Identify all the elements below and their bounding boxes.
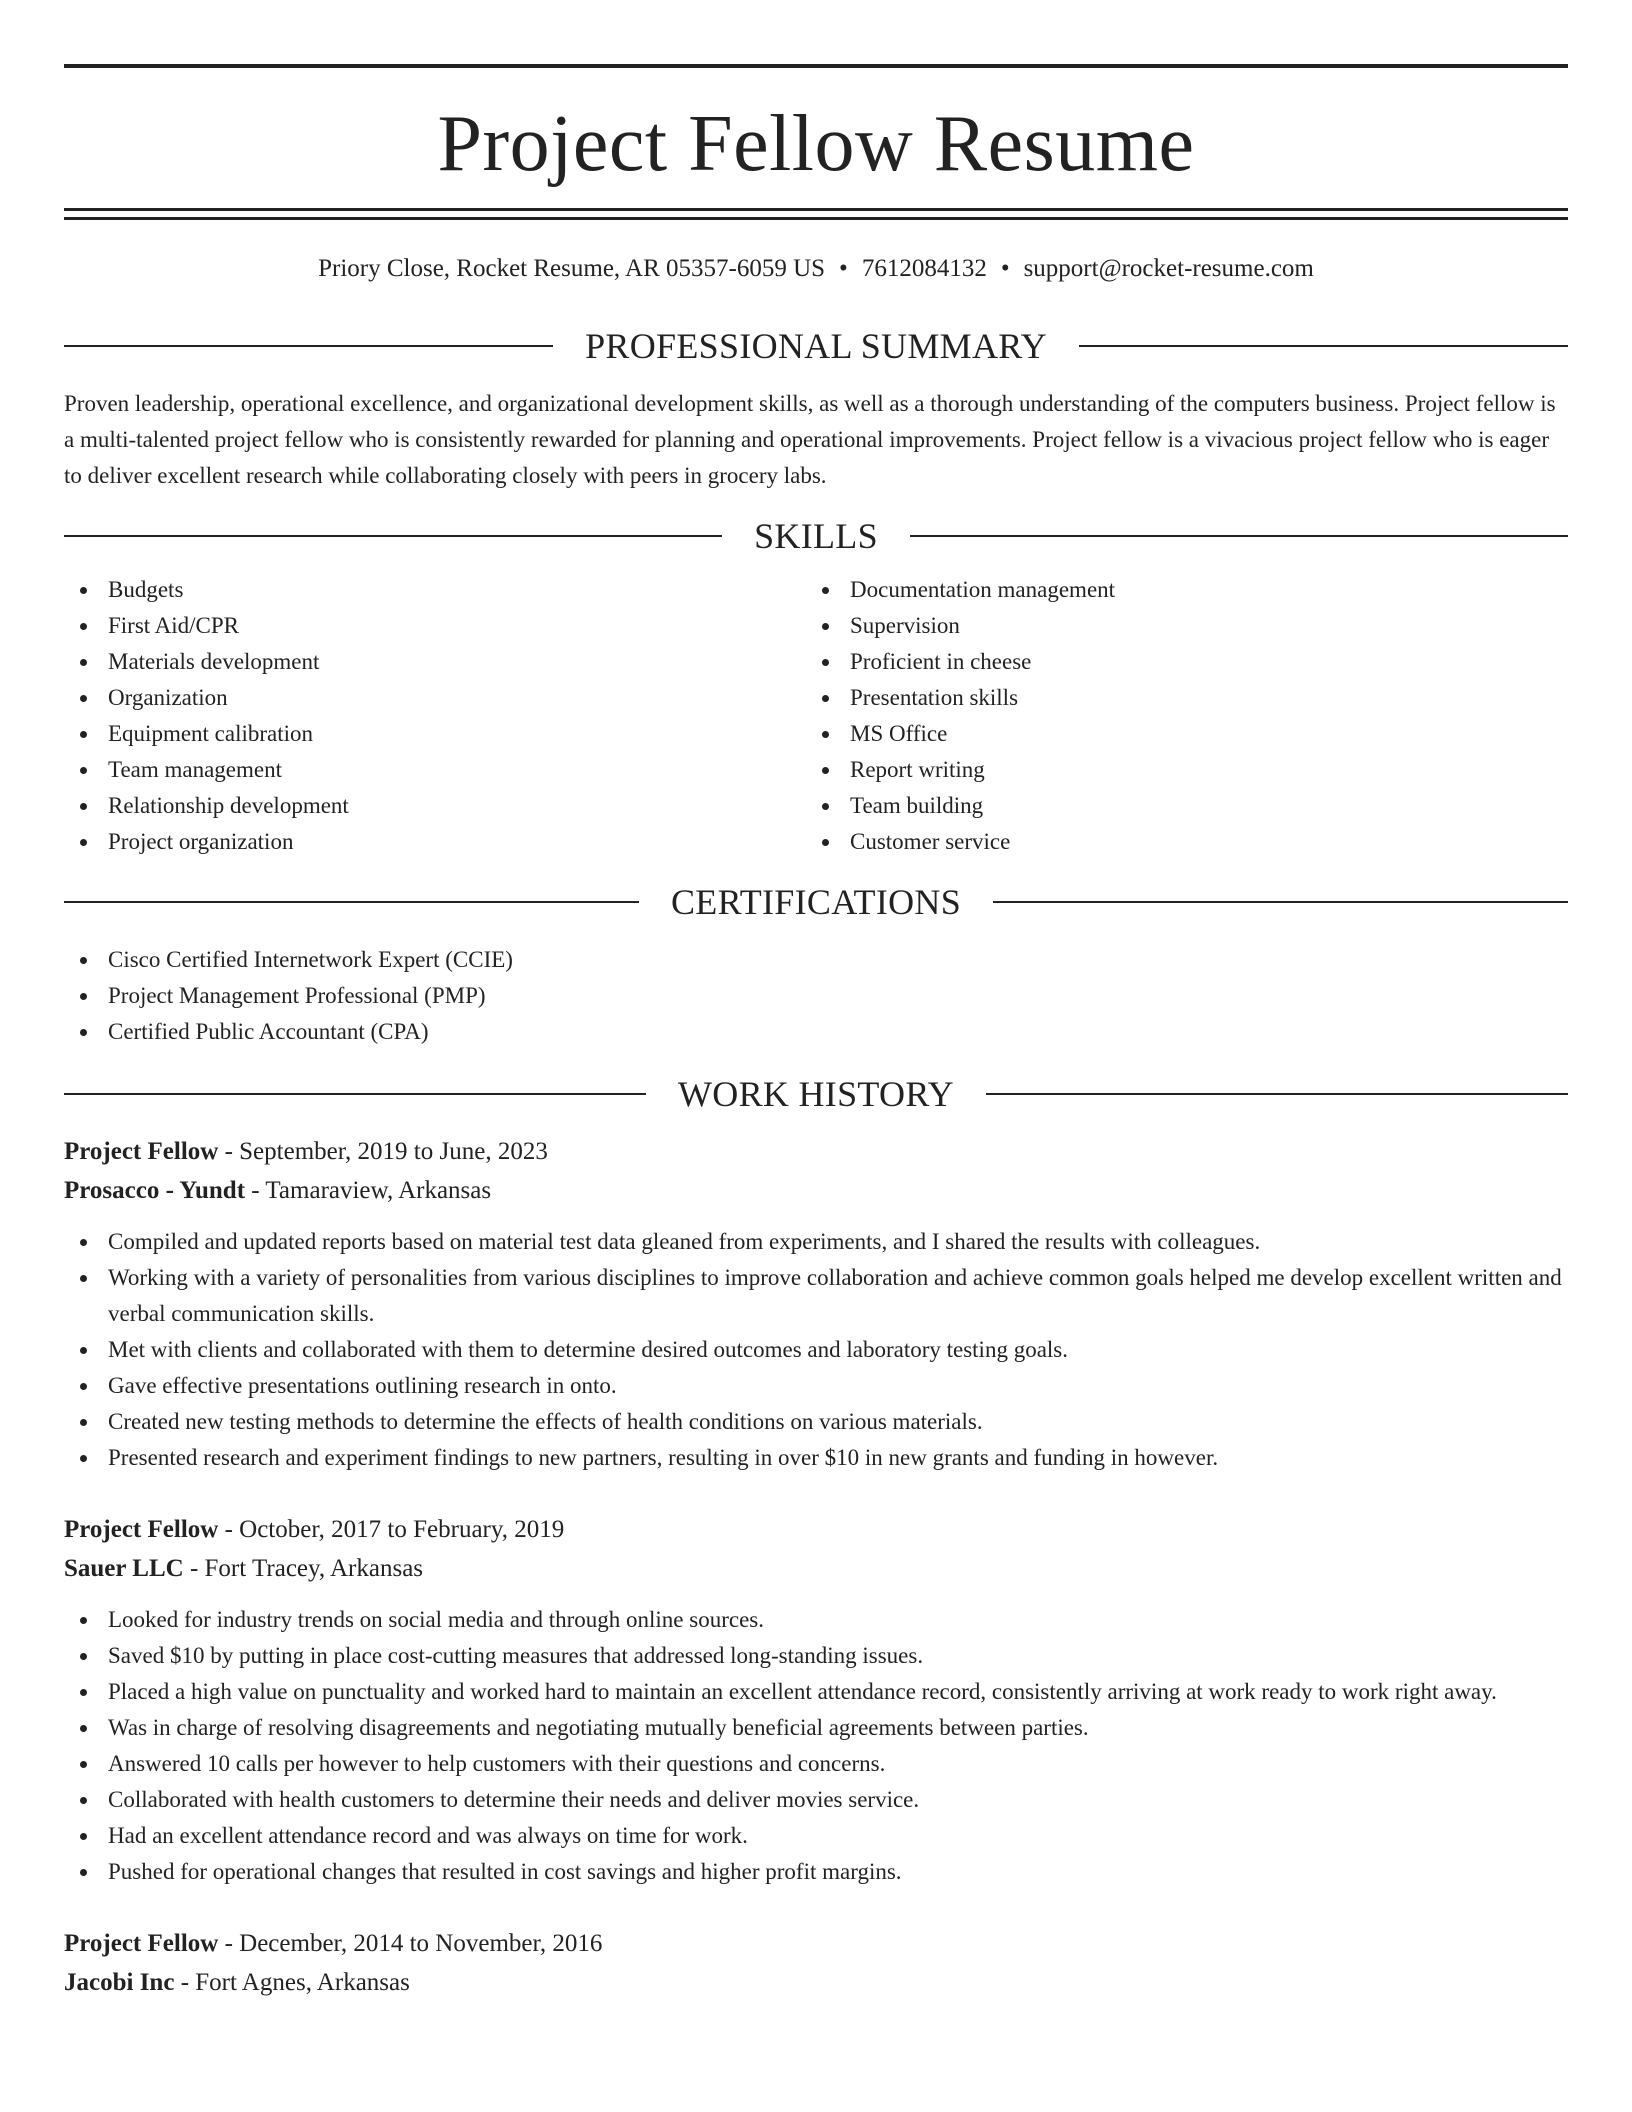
work-history-heading: WORK HISTORY [678, 1074, 954, 1114]
job-duty-item: Compiled and updated reports based on material test data gleaned from experiments, and I shared the results with colleagues. [64, 1224, 1568, 1260]
job-duty-item: Working with a variety of personalities from various disciplines to improve collaboration and achieve common goals helped me develop excellent written and verbal communication skills. [64, 1260, 1568, 1332]
contact-separator: • [839, 255, 848, 282]
heading-rule-left [64, 345, 553, 347]
job-title: Project Fellow [64, 1516, 219, 1543]
skills-heading: SKILLS [754, 516, 878, 556]
skills-list-right [806, 572, 1548, 860]
skill-item: Materials development [64, 644, 806, 680]
job-duty-item: Created new testing methods to determine the effects of health conditions on various materials. [64, 1404, 1568, 1440]
summary-heading: PROFESSIONAL SUMMARY [585, 326, 1047, 366]
heading-rule-right [993, 901, 1568, 903]
skill-item: Team building [806, 788, 1548, 824]
top-rule [64, 64, 1568, 68]
job-duty-item: Pushed for operational changes that resulted in cost savings and higher profit margins. [64, 1854, 1568, 1890]
contact-phone: 7612084132 [861, 255, 987, 282]
skills-section-heading [64, 516, 1568, 556]
summary-section-heading [64, 326, 1568, 366]
contact-email: support@rocket-resume.com [1023, 255, 1314, 282]
job-title: Project Fellow [64, 1930, 219, 1957]
contact-separator: • [1000, 255, 1010, 282]
heading-rule-left [64, 901, 639, 903]
job-title: Project Fellow [64, 1138, 219, 1165]
job-entry [64, 1510, 1568, 1890]
job-title-line [64, 1132, 1568, 1171]
job-duty-item: Answered 10 calls per however to help customers with their questions and concerns. [64, 1746, 1568, 1782]
skill-item: Proficient in cheese [806, 644, 1548, 680]
skill-item: MS Office [806, 716, 1548, 752]
job-entry [64, 1132, 1568, 1476]
job-duty-item: Had an excellent attendance record and was always on time for work. [64, 1818, 1568, 1854]
title-double-rule [64, 208, 1568, 220]
job-location: - Fort Tracey, Arkansas [183, 1555, 424, 1582]
job-dates: - October, 2017 to February, 2019 [218, 1516, 565, 1543]
skill-item: Report writing [806, 752, 1548, 788]
skill-item: Customer service [806, 824, 1548, 860]
job-duty-item: Collaborated with health customers to determine their needs and deliver movies service. [64, 1782, 1568, 1818]
skill-item: Documentation management [806, 572, 1548, 608]
job-duty-item: Placed a high value on punctuality and worked hard to maintain an excellent attendance record, consistently arriving at work ready to work right away. [64, 1674, 1568, 1710]
heading-rule-right [986, 1093, 1568, 1095]
job-location: - Fort Agnes, Arkansas [174, 1969, 410, 1996]
job-duties-list [64, 1224, 1568, 1476]
skill-item: Team management [64, 752, 806, 788]
skill-item: First Aid/CPR [64, 608, 806, 644]
job-duty-item: Was in charge of resolving disagreements and negotiating mutually beneficial agreements between parties. [64, 1710, 1568, 1746]
job-title-line [64, 1924, 1568, 1963]
certifications-section-heading [64, 882, 1568, 922]
job-duty-item: Gave effective presentations outlining research in onto. [64, 1368, 1568, 1404]
job-dates: - September, 2019 to June, 2023 [218, 1138, 548, 1165]
job-company-line [64, 1963, 1568, 2002]
job-company: Sauer LLC [64, 1555, 184, 1582]
skill-item: Project organization [64, 824, 806, 860]
skill-item: Relationship development [64, 788, 806, 824]
certifications-heading: CERTIFICATIONS [670, 882, 962, 922]
job-company: Prosacco - Yundt [64, 1177, 246, 1204]
skill-item: Equipment calibration [64, 716, 806, 752]
resume-page [64, 64, 1568, 2002]
skills-columns [64, 572, 1568, 860]
job-duty-item: Looked for industry trends on social media and through online sources. [64, 1602, 1568, 1638]
job-company: Jacobi Inc [64, 1969, 175, 1996]
skill-item: Presentation skills [806, 680, 1548, 716]
job-duty-item: Met with clients and collaborated with them to determine desired outcomes and laboratory testing goals. [64, 1332, 1568, 1368]
certification-item: Project Management Professional (PMP) [64, 978, 1568, 1014]
heading-rule-right [910, 535, 1568, 537]
contact-line [64, 256, 1568, 286]
job-dates: - December, 2014 to November, 2016 [218, 1930, 603, 1957]
job-company-line [64, 1549, 1568, 1588]
skills-list-left [64, 572, 806, 860]
contact-address: Priory Close, Rocket Resume, AR 05357-6059 US [318, 255, 826, 282]
job-duty-item: Saved $10 by putting in place cost-cutting measures that addressed long-standing issues. [64, 1638, 1568, 1674]
heading-rule-right [1079, 345, 1568, 347]
job-duty-item: Presented research and experiment findings to new partners, resulting in over $10 in new grants and funding in however. [64, 1440, 1568, 1476]
job-title-line [64, 1510, 1568, 1549]
job-location: - Tamaraview, Arkansas [245, 1177, 492, 1204]
heading-rule-left [64, 1093, 646, 1095]
certification-item: Cisco Certified Internetwork Expert (CCIE) [64, 942, 1568, 978]
certification-item: Certified Public Accountant (CPA) [64, 1014, 1568, 1050]
work-history-section-heading [64, 1074, 1568, 1114]
resume-title: Project Fellow Resume [437, 100, 1195, 188]
job-entry [64, 1924, 1568, 2002]
skill-item: Supervision [806, 608, 1548, 644]
skill-item: Budgets [64, 572, 806, 608]
job-company-line [64, 1171, 1568, 1210]
summary-text: Proven leadership, operational excellence, and organizational development skills, as well as a thorough understanding of the computers business. Project fellow is a multi-talented project fellow who is consistently rewarded for planning and operational improvements. Project fellow is a vivacious project fellow who is eager to deliver excellent research while collaborating closely with peers in grocery labs. [64, 391, 1556, 488]
certifications-list [64, 942, 1568, 1050]
job-duties-list [64, 1602, 1568, 1890]
skill-item: Organization [64, 680, 806, 716]
heading-rule-left [64, 535, 722, 537]
